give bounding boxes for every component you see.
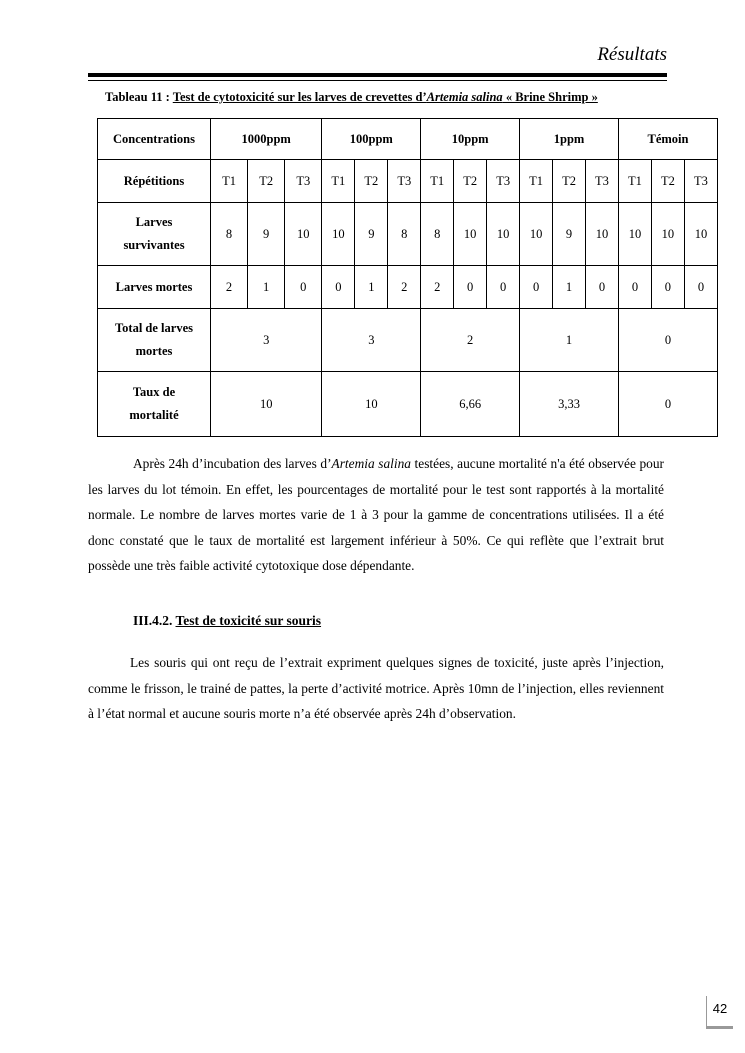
mortes-cell: 1 (355, 266, 388, 309)
mortes-cell: 0 (454, 266, 487, 309)
page-number: 42 (706, 996, 733, 1029)
paragraph2-text: Les souris qui ont reçu de l’extrait expriment quelques signes de toxicité, juste après l’injection, comme le frisson, le trainé de pattes, la perte d’activité motrice. Après 10mn de l’injection, elles reviennent à l’état normal et aucune souris morte n’a été observée après 24h d’observation. (88, 655, 664, 721)
survivantes-cell: 8 (421, 203, 454, 266)
row-label-line: Taux de (132, 385, 176, 399)
mortes-cell: 1 (553, 266, 586, 309)
mortes-cell: 2 (211, 266, 248, 309)
paragraph-souris (88, 650, 664, 727)
section-number: III.4.2. (133, 613, 176, 628)
section-heading (133, 613, 321, 629)
repetition-cell: T2 (454, 160, 487, 203)
repetition-cell: T2 (553, 160, 586, 203)
header-rule-thick (88, 73, 667, 77)
mortes-cell: 0 (487, 266, 520, 309)
caption-title-post: « Brine Shrimp » (502, 90, 598, 104)
total-cell: 2 (421, 309, 520, 372)
concentrations-row (98, 119, 718, 160)
mortes-cell: 0 (285, 266, 322, 309)
repetition-cell: T3 (285, 160, 322, 203)
survivantes-cell: 9 (553, 203, 586, 266)
repetition-cell: T1 (322, 160, 355, 203)
row-label-concentrations: Concentrations (98, 119, 211, 160)
repetitions-row (98, 160, 718, 203)
page-header-title: Résultats (597, 44, 667, 65)
paragraph1-part1: Après 24h d’incubation des larves d’ (133, 456, 332, 471)
repetition-cell: T2 (355, 160, 388, 203)
repetition-cell: T3 (684, 160, 717, 203)
caption-label: Tableau 11 : (105, 90, 173, 104)
repetition-cell: T1 (618, 160, 651, 203)
mortes-cell: 2 (421, 266, 454, 309)
caption-title-pre: Test de cytotoxicité sur les larves de crevettes d’ (172, 90, 427, 104)
cytotoxicity-table (97, 118, 718, 437)
row-label-mortes: Larves mortes (98, 266, 211, 309)
row-label-taux (98, 372, 211, 437)
conc-header: 10ppm (421, 119, 520, 160)
taux-cell: 10 (211, 372, 322, 437)
conc-header: 100ppm (322, 119, 421, 160)
caption-title (173, 90, 598, 104)
mortes-cell: 0 (618, 266, 651, 309)
repetition-cell: T2 (248, 160, 285, 203)
row-label-line: mortes (135, 344, 173, 358)
survivantes-cell: 9 (355, 203, 388, 266)
row-label-line: mortalité (129, 408, 179, 422)
repetition-cell: T3 (388, 160, 421, 203)
mortes-cell: 0 (520, 266, 553, 309)
conc-header: 1000ppm (211, 119, 322, 160)
repetition-cell: T1 (211, 160, 248, 203)
total-cell: 1 (520, 309, 619, 372)
survivantes-cell: 10 (322, 203, 355, 266)
section-title: Test de toxicité sur souris (175, 613, 322, 628)
paragraph1-species: Artemia salina (331, 456, 411, 471)
taux-cell: 0 (618, 372, 717, 437)
taux-cell: 6,66 (421, 372, 520, 437)
survivantes-row (98, 203, 718, 266)
mortes-cell: 0 (586, 266, 619, 309)
conc-header: Témoin (618, 119, 717, 160)
mortes-row (98, 266, 718, 309)
mortes-cell: 0 (651, 266, 684, 309)
survivantes-cell: 10 (618, 203, 651, 266)
repetition-cell: T1 (520, 160, 553, 203)
survivantes-cell: 10 (285, 203, 322, 266)
survivantes-cell: 9 (248, 203, 285, 266)
survivantes-cell: 10 (586, 203, 619, 266)
survivantes-cell: 10 (520, 203, 553, 266)
survivantes-cell: 10 (651, 203, 684, 266)
taux-cell: 10 (322, 372, 421, 437)
total-cell: 3 (322, 309, 421, 372)
total-cell: 3 (211, 309, 322, 372)
table-caption (105, 90, 598, 105)
taux-mortalite-row (98, 372, 718, 437)
mortes-cell: 2 (388, 266, 421, 309)
survivantes-cell: 8 (388, 203, 421, 266)
row-label-line: survivantes (123, 238, 185, 252)
repetition-cell: T3 (586, 160, 619, 203)
row-label-line: Total de larves (114, 321, 193, 335)
repetition-cell: T3 (487, 160, 520, 203)
total-cell: 0 (618, 309, 717, 372)
repetition-cell: T1 (421, 160, 454, 203)
survivantes-cell: 10 (454, 203, 487, 266)
row-label-line: Larves (135, 215, 173, 229)
total-mortes-row (98, 309, 718, 372)
header-rule-thin (88, 80, 667, 81)
survivantes-cell: 10 (487, 203, 520, 266)
taux-cell: 3,33 (520, 372, 619, 437)
mortes-cell: 1 (248, 266, 285, 309)
conc-header: 1ppm (520, 119, 619, 160)
mortes-cell: 0 (684, 266, 717, 309)
row-label-survivantes (98, 203, 211, 266)
row-label-total (98, 309, 211, 372)
survivantes-cell: 8 (211, 203, 248, 266)
survivantes-cell: 10 (684, 203, 717, 266)
row-label-repetitions: Répétitions (98, 160, 211, 203)
repetition-cell: T2 (651, 160, 684, 203)
paragraph1-part2: testées, aucune mortalité n'a été observée pour les larves du lot témoin. En effet, les pourcentages de mortalité pour le test sont rapportés à la mortalité normale. Le nombre de larves mortes varie de 1 à 3 pour la gamme de concentrations utilisées. Il a été donc constaté que le taux de mortalité est largement inférieur à 50%. Ce qui reflète que l’extrait brut possède une très faible activité cytotoxique dose dépendante. (88, 456, 664, 573)
paragraph-artemia (88, 451, 664, 579)
mortes-cell: 0 (322, 266, 355, 309)
caption-species: Artemia salina (426, 90, 503, 104)
